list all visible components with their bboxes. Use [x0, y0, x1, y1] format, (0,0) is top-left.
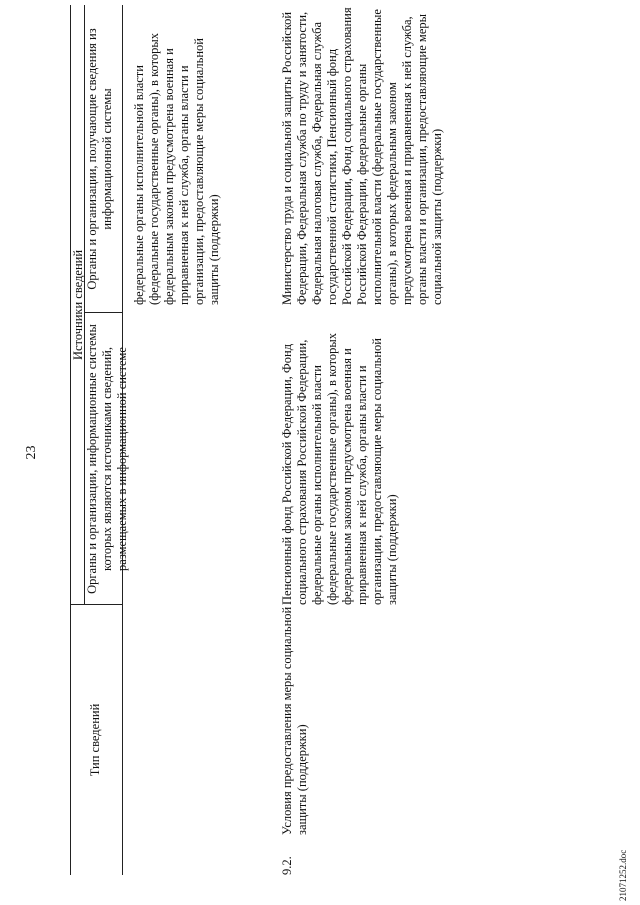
- continued-row-receivers: федеральные органы исполнительной власти (федеральные государственные органы), в которых федеральным законом предусмотрена военная и приравненная к ней служба, органы власти и организации, предоставляющие меры социальной защиты (поддержки): [132, 32, 221, 305]
- row-number: 9.2.: [280, 856, 294, 875]
- row-receivers: Министерство труда и социальной защиты Российской Федерации, Федеральная служба по труду и занятости, Федеральная налоговая служба, Федеральная служба государственной статистики, Пенсионный фонд Российской Федерации, Фонд социального страхования Российской Федерации, федеральные органы исполнительной власти (федеральные государственные органы), в которых федеральным законом предусмотрена военная и приравненная к ней служба, органы власти и организации, предоставляющие меры социальной защиты (поддержки): [280, 7, 444, 305]
- sources-group-header: Источники сведений: [71, 249, 85, 361]
- receivers-column-header: Органы и организации, получающие сведения из информационной системы: [85, 28, 114, 290]
- row-type: Условия предоставления меры социальной защиты (поддержки): [280, 606, 309, 835]
- file-name-footer: 21071252.doc: [618, 849, 628, 901]
- row-providers: Пенсионный фонд Российской Федерации, Фонд социального страхования Российской Федерации, федеральные органы исполнительной власти (федеральные государственные органы), в которых федеральным законом предусмотрена военная и приравненная к ней служба, органы власти и организации, предоставляющие меры социальной защиты (поддержки): [280, 332, 399, 605]
- providers-receivers-divider: [84, 312, 122, 313]
- type-column-header: Тип сведений: [88, 703, 102, 777]
- page-number: 23: [24, 445, 39, 460]
- providers-column-header: Органы и организации, информационные системы которых являются источниками сведений, размещаемых в информационной системе: [85, 324, 129, 594]
